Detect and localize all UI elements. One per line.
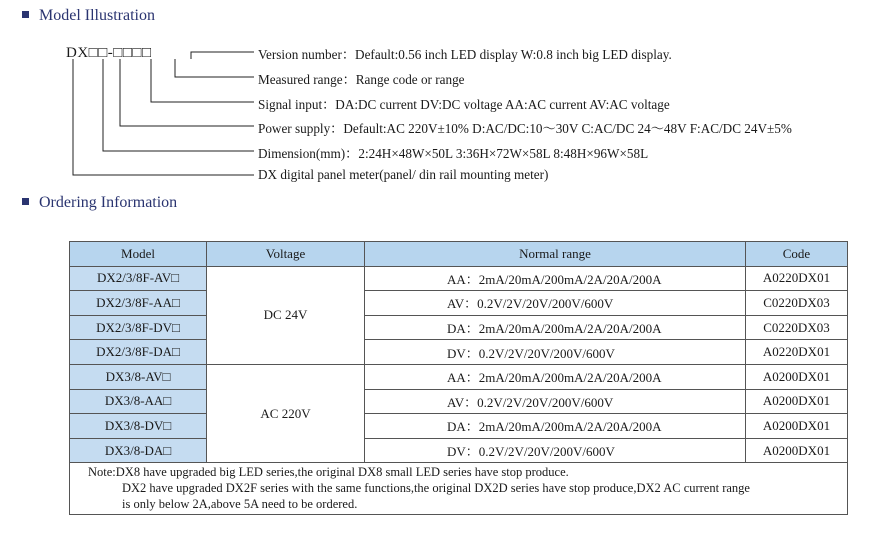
table-header-row: [70, 242, 848, 267]
square-bullet-icon: [22, 198, 29, 205]
code-cell: C0220DX03: [746, 315, 848, 340]
code-cell: A0200DX01: [746, 364, 848, 389]
model-cell: DX3/8-DA□: [70, 438, 207, 463]
range-cell: AA：2mA/20mA/200mA/2A/20A/200A: [365, 364, 746, 389]
range-cell: AA：2mA/20mA/200mA/2A/20A/200A: [365, 266, 746, 291]
code-cell: A0220DX01: [746, 266, 848, 291]
header-code: Code: [746, 242, 848, 267]
voltage-cell: DC 24V: [207, 266, 365, 364]
code-cell: A0220DX01: [746, 340, 848, 365]
range-cell: AV：0.2V/2V/20V/200V/600V: [365, 291, 746, 316]
header-voltage: Voltage: [207, 242, 365, 267]
note-line-1: Note:DX8 have upgraded big LED series,the original DX8 small LED series have stop produce.: [88, 465, 569, 480]
model-cell: DX3/8-DV□: [70, 414, 207, 439]
range-cell: DA：2mA/20mA/200mA/2A/20A/200A: [365, 315, 746, 340]
table-row: [70, 340, 848, 365]
model-cell: DX2/3/8F-DA□: [70, 340, 207, 365]
table-row: [70, 266, 848, 291]
header-model: Model: [70, 242, 207, 267]
power-supply-row: Power supply：Default:AC 220V±10% D:AC/DC:10～30V C:AC/DC 24～48V F:AC/DC 24V±5%: [258, 121, 792, 136]
range-cell: DA：2mA/20mA/200mA/2A/20A/200A: [365, 414, 746, 439]
range-cell: AV：0.2V/2V/20V/200V/600V: [365, 389, 746, 414]
model-cell: DX3/8-AV□: [70, 364, 207, 389]
measured-range-row: Measured range：Range code or range: [258, 72, 465, 87]
code-cell: A0200DX01: [746, 414, 848, 439]
model-cell: DX2/3/8F-DV□: [70, 315, 207, 340]
note-cell: [70, 463, 848, 515]
table-row: [70, 364, 848, 389]
range-cell: DV：0.2V/2V/20V/200V/600V: [365, 438, 746, 463]
model-illustration-title: Model Illustration: [39, 7, 155, 24]
model-code-pattern: DX□□-□□□□: [66, 45, 152, 61]
code-cell: C0220DX03: [746, 291, 848, 316]
signal-input-row: Signal input：DA:DC current DV:DC voltage AA:AC current AV:AC voltage: [258, 97, 670, 112]
panel-meter-row: DX digital panel meter(panel/ din rail mounting meter): [258, 167, 549, 182]
note-line-3: is only below 2A,above 5A need to be ordered.: [122, 497, 358, 512]
range-cell: DV：0.2V/2V/20V/200V/600V: [365, 340, 746, 365]
dimension-row: Dimension(mm)：2:24H×48W×50L 3:36H×72W×58L 8:48H×96W×58L: [258, 146, 649, 161]
note-row: [70, 463, 848, 515]
code-cell: A0200DX01: [746, 438, 848, 463]
voltage-cell: AC 220V: [207, 364, 365, 462]
version-number-row: Version number：Default:0.56 inch LED display W:0.8 inch big LED display.: [258, 47, 672, 62]
table-row: [70, 438, 848, 463]
table-row: [70, 389, 848, 414]
header-normal-range: Normal range: [365, 242, 746, 267]
table-row: [70, 315, 848, 340]
model-cell: DX3/8-AA□: [70, 389, 207, 414]
table-row: [70, 414, 848, 439]
ordering-table: [69, 241, 848, 515]
model-cell: DX2/3/8F-AA□: [70, 291, 207, 316]
ordering-information-heading: [22, 194, 177, 212]
note-line-2: DX2 have upgraded DX2F series with the same functions,the original DX2D series have stop produce,DX2 AC current range: [122, 481, 750, 496]
code-cell: A0200DX01: [746, 389, 848, 414]
table-row: [70, 291, 848, 316]
model-cell: DX2/3/8F-AV□: [70, 266, 207, 291]
ordering-information-title: Ordering Information: [39, 194, 178, 211]
